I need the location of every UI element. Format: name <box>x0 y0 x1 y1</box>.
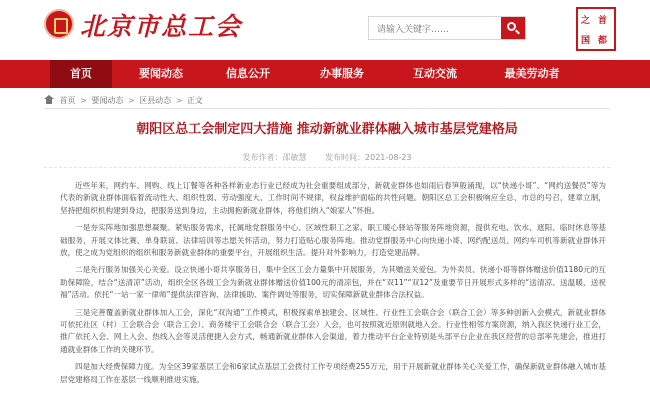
article-paragraph: 三是完善覆盖新就业群体加入工会，深化“双沟通”工作模式，积极探索单独建会、区域性、行业性工会联合会（联合工会）等多种创新入会模式，新就业群体可依托社区（村）工会联合会（联合工会）、商务楼宇工会联合会（联合工会）入会，也可按照就近原则就地入会。行业性相邻方案资源，纳入我区快递行业工会，推广依托入会、网上入会、热线入会等灵活便捷入会方式，畅通新就业群体入会渠道，着力推动平台企业特别是头部平台企业在我区经营的总部率先建会，推进打通就业群体工作的关键环节。 <box>60 307 606 354</box>
article-paragraph: 四是加大经费保障力度。为全区39家基层工会和6家试点基层工会拨付工作专项经费255万元，用于开展新就业群体关心关爱工作，确保新就业群体融入城市基层党建格局工作在基层一线顺利推进实施。 <box>60 362 606 384</box>
breadcrumb-separator: > <box>80 96 87 105</box>
nav-item-services[interactable]: 办事服务 <box>320 67 364 80</box>
breadcrumb-separator: > <box>175 96 183 105</box>
seal-char: 都 <box>598 36 608 46</box>
nav-item-info-disclosure[interactable]: 信息公开 <box>226 67 270 80</box>
breadcrumb-news[interactable]: 要闻动态 <box>91 96 124 105</box>
article-paragraph: 近些年来，网约车、网购、线上订餐等各种各样新业态行业已经成为社会重要组成部分，新就业群体也如雨后春笋般涌现，以“快递小哥”、“网约送餐员”等为代表的新就业群体面临着流动性大、组织性弱、劳动强度大、工作时间不规律，权益维护面临的共性问题。朝阳区总工会积极响应全总、市总的号召，建章立制，坚持把组织机构建到身边，把服务送到身边，主动拥抱新就业群体，将他们纳入“娘家人”怀抱。 <box>60 181 606 215</box>
seal-char: 之 <box>581 16 591 26</box>
article-date: 发布时间：2021-08-23 <box>325 153 412 162</box>
search-icon-handle <box>515 30 520 35</box>
nav-item-news[interactable]: 要闻动态 <box>139 67 183 80</box>
main-nav <box>0 60 650 88</box>
article-meta <box>44 152 610 163</box>
search-box <box>368 16 526 40</box>
meta-divider <box>44 167 610 168</box>
article-title: 朝阳区总工会制定四大措施 推动新就业群体融入城市基层党建格局 <box>136 122 518 137</box>
article-body <box>60 180 606 391</box>
search-input[interactable] <box>369 19 497 41</box>
nav-item-interaction[interactable]: 互动交流 <box>413 67 457 80</box>
nav-item-model-workers[interactable]: 最美劳动者 <box>504 67 560 80</box>
breadcrumb <box>44 94 203 108</box>
capital-seal-logo <box>576 7 616 51</box>
breadcrumb-home[interactable]: 首页 <box>59 96 76 105</box>
article-paragraph: 一是夯实阵地加强思想凝聚。紧贴服务需求，托属地党群服务中心、区域性职工之家、职工暖心驿站等服务阵地资源，提供充电、饮水、遮阳、临时休息等基础服务，开展文体比赛、单身联谊、法律培训等志愿关怀活动，努力打造贴心服务阵地。推动党群服务中心向快递小哥、网约配送员、网约车司机等新就业群体开放，使之成为党组织的组织和服务新就业群体的重要平台，开展组织生活。提升对外影响力，打造党建品牌。 <box>60 223 606 258</box>
breadcrumb-divider <box>44 108 610 109</box>
breadcrumb-separator: > <box>127 96 135 105</box>
breadcrumb-district-news[interactable]: 区县动态 <box>139 96 172 105</box>
breadcrumb-current: 正文 <box>186 96 203 105</box>
union-emblem-logo[interactable] <box>44 9 74 39</box>
site-header <box>0 0 650 60</box>
seal-char: 首 <box>598 16 608 26</box>
article-author: 发布作者：邵敏慧 <box>242 153 307 162</box>
search-button[interactable] <box>501 17 525 39</box>
seal-char: 国 <box>581 36 591 46</box>
article-paragraph: 二是先行服务加强关心关爱。设立快递小哥共享服务日，集中全区工会力量集中开展服务，为其赠送关爱包。为外卖员、快递小哥等群体赠送价值1180元的互助保障险，结合“送清凉”活动，组织全区各级工会为新就业群体赠送价值100元的清凉包，并在“双11”“双12”及重要节日开展形式多样的“送清凉、送温暖、送祝福”活动。依托“一站一家一律师”提供法律咨询、法律援助、案件调处等服务，切实保障新就业群体合法权益。 <box>60 265 606 300</box>
nav-item-home[interactable]: 首页 <box>50 60 112 88</box>
site-logo-text[interactable]: 北京市总工会 <box>80 12 243 41</box>
home-icon <box>44 95 54 104</box>
